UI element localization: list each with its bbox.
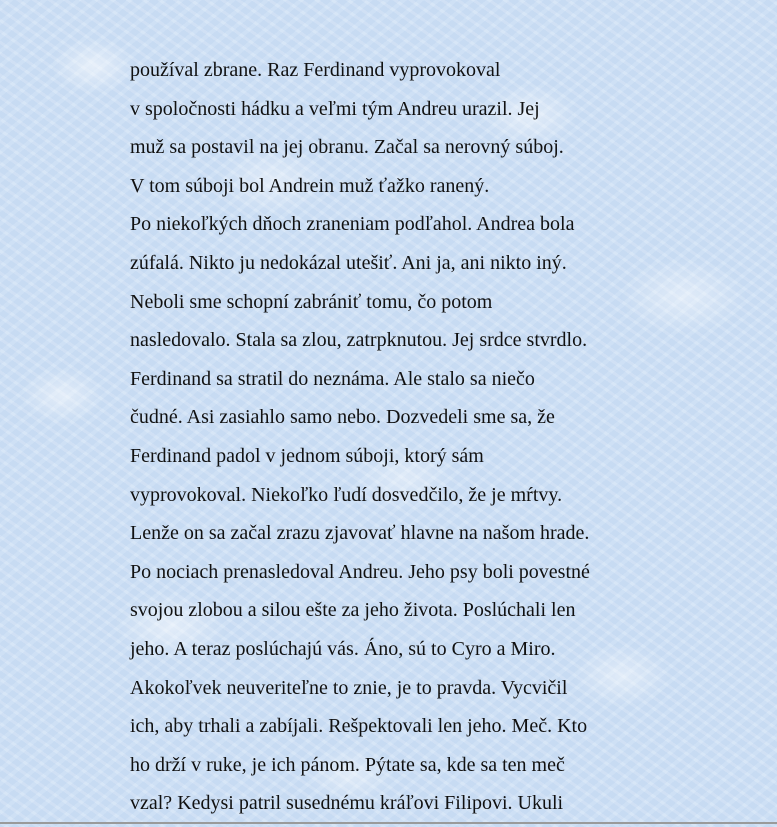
text-line: Po niekoľkých dňoch zraneniam podľahol. Andrea bola (130, 213, 575, 236)
text-line: svojou zlobou a silou ešte za jeho života. Poslúchali len (130, 599, 576, 622)
story-text (130, 55, 730, 827)
text-line: ho drží v ruke, je ich pánom. Pýtate sa, kde sa ten meč (130, 753, 565, 776)
text-line: muž sa postavil na jej obranu. Začal sa nerovný súboj. (130, 136, 564, 159)
text-line: používal zbrane. Raz Ferdinand vyprovokoval (130, 59, 501, 81)
text-line: jeho. A teraz poslúchajú vás. Áno, sú to Cyro a Miro. (130, 637, 556, 660)
text-line: Ferdinand sa stratil do neznáma. Ale stalo sa niečo (130, 367, 535, 390)
text-line: v spoločnosti hádku a veľmi tým Andreu urazil. Jej (130, 97, 540, 120)
text-line: nasledovalo. Stala sa zlou, zatrpknutou. Jej srdce stvrdlo. (130, 329, 588, 352)
text-line: Ferdinand padol v jednom súboji, ktorý sám (130, 444, 484, 467)
text-line: vzal? Kedysi patril susednému kráľovi Filipovi. Ukuli (130, 792, 564, 815)
text-line: V tom súboji bol Andrein muž ťažko ranený. (130, 174, 490, 197)
text-line: Po nociach prenasledoval Andreu. Jeho psy boli povestné (130, 560, 590, 583)
text-line: čudné. Asi zasiahlo samo nebo. Dozvedeli sme sa, že (130, 406, 555, 429)
text-line: zúfalá. Nikto ju nedokázal utešiť. Ani ja, ani nikto iný. (130, 251, 567, 274)
text-line: ich, aby trhali a zabíjali. Rešpektovali len jeho. Meč. Kto (130, 715, 588, 738)
text-line: Neboli sme schopní zabrániť tomu, čo potom (130, 290, 493, 313)
text-line: Akokoľvek neuveriteľne to znie, je to pravda. Vycvičil (130, 676, 568, 699)
text-line: Lenže on sa začal zrazu zjavovať hlavne na našom hrade. (130, 522, 590, 545)
text-line: vyprovokoval. Niekoľko ľudí dosvedčilo, že je mŕtvy. (130, 483, 563, 506)
